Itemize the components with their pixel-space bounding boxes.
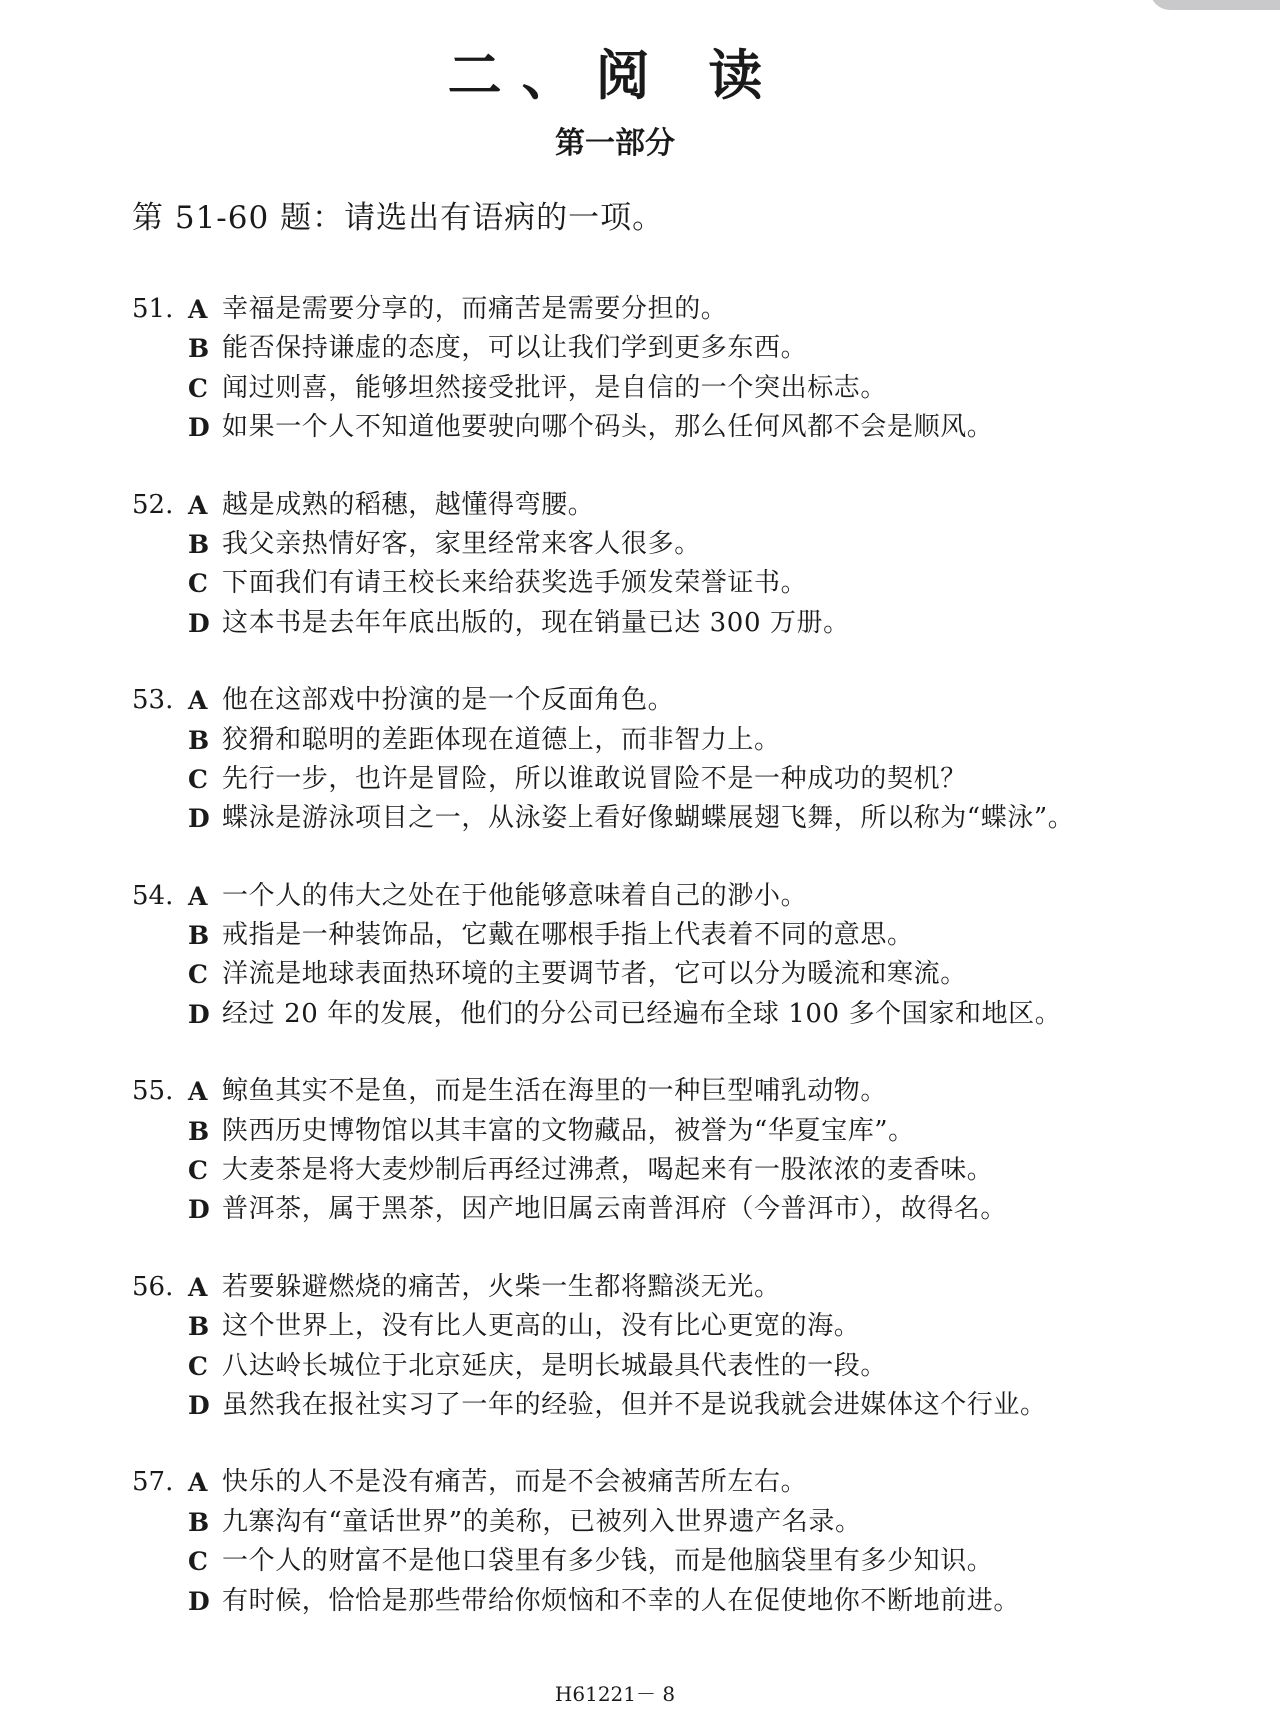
option-letter: C bbox=[188, 1156, 208, 1186]
option-text: 大麦茶是将大麦炒制后再经过沸煮，喝起来有一股浓浓的麦香味。 bbox=[222, 1155, 994, 1186]
question-number: 53. bbox=[132, 685, 174, 716]
question-57 bbox=[132, 1463, 1232, 1621]
question-option bbox=[132, 1268, 1232, 1307]
question-52 bbox=[132, 486, 1232, 644]
question-option bbox=[132, 877, 1232, 916]
option-text: 一个人的财富不是他口袋里有多少钱，而是他脑袋里有多少知识。 bbox=[222, 1546, 994, 1577]
question-option bbox=[132, 290, 1232, 329]
option-text: 陕西历史博物馆以其丰富的文物藏品，被誉为“华夏宝库”。 bbox=[222, 1115, 915, 1146]
question-option bbox=[132, 916, 1232, 955]
question-option bbox=[132, 486, 1232, 525]
question-option bbox=[132, 408, 1232, 447]
option-text: 这个世界上，没有比人更高的山，没有比心更宽的海。 bbox=[222, 1311, 861, 1342]
question-55 bbox=[132, 1072, 1232, 1230]
question-54 bbox=[132, 877, 1232, 1035]
option-text: 虽然我在报社实习了一年的经验，但并不是说我就会进媒体这个行业。 bbox=[222, 1389, 1047, 1420]
option-text: 下面我们有请王校长来给获奖选手颁发荣誉证书。 bbox=[222, 568, 808, 599]
option-letter: D bbox=[188, 804, 210, 834]
question-option bbox=[132, 1151, 1232, 1190]
option-text: 这本书是去年年底出版的，现在销量已达 300 万册。 bbox=[222, 607, 850, 638]
option-text: 狡猾和聪明的差距体现在道德上，而非智力上。 bbox=[222, 724, 781, 755]
option-letter: A bbox=[188, 490, 208, 520]
option-letter: C bbox=[188, 1351, 208, 1381]
question-option bbox=[132, 329, 1232, 368]
question-option bbox=[132, 1503, 1232, 1542]
question-number: 55. bbox=[132, 1076, 174, 1107]
option-text: 经过 20 年的发展，他们的分公司已经遍布全球 100 多个国家和地区。 bbox=[222, 998, 1062, 1029]
part-title: 第一部分 bbox=[555, 126, 675, 161]
option-text: 八达岭长城位于北京延庆，是明长城最具代表性的一段。 bbox=[222, 1350, 888, 1381]
option-text: 能否保持谦虚的态度，可以让我们学到更多东西。 bbox=[222, 333, 808, 364]
option-text: 如果一个人不知道他要驶向哪个码头，那么任何风都不会是顺风。 bbox=[222, 412, 994, 443]
page-footer: H61221－ 8 bbox=[554, 1682, 676, 1706]
section-title: 二、阅 读 bbox=[447, 43, 783, 107]
question-option bbox=[132, 995, 1232, 1034]
option-letter: D bbox=[188, 413, 210, 443]
question-option bbox=[132, 1112, 1232, 1151]
question-number: 51. bbox=[132, 294, 174, 324]
question-option bbox=[132, 564, 1232, 603]
corner-tab bbox=[1150, 0, 1280, 10]
option-letter: B bbox=[188, 725, 210, 755]
question-number: 54. bbox=[132, 880, 174, 911]
option-letter: A bbox=[188, 1468, 208, 1498]
option-letter: B bbox=[188, 1116, 210, 1146]
option-letter: B bbox=[188, 529, 210, 559]
option-letter: B bbox=[188, 334, 210, 364]
option-letter: D bbox=[188, 1195, 210, 1225]
question-56 bbox=[132, 1268, 1232, 1426]
instruction-text: 第 51-60 题：请选出有语病的一项。 bbox=[132, 200, 665, 236]
option-letter: B bbox=[188, 1507, 210, 1537]
question-list bbox=[132, 290, 1232, 1659]
option-text: 快乐的人不是没有痛苦，而是不会被痛苦所左右。 bbox=[222, 1467, 808, 1498]
option-text: 先行一步，也许是冒险，所以谁敢说冒险不是一种成功的契机？ bbox=[222, 763, 967, 794]
option-text: 九寨沟有“童话世界”的美称，已被列入世界遗产名录。 bbox=[222, 1506, 862, 1537]
question-51 bbox=[132, 290, 1232, 448]
question-option bbox=[132, 1347, 1232, 1386]
option-text: 他在这部戏中扮演的是一个反面角色。 bbox=[222, 685, 675, 716]
question-53 bbox=[132, 681, 1232, 839]
option-letter: C bbox=[188, 1547, 208, 1577]
question-option bbox=[132, 1542, 1232, 1581]
question-option bbox=[132, 1307, 1232, 1346]
question-option bbox=[132, 1582, 1232, 1621]
question-number: 52. bbox=[132, 489, 174, 520]
question-option bbox=[132, 721, 1232, 760]
question-option bbox=[132, 955, 1232, 994]
option-text: 一个人的伟大之处在于他能够意味着自己的渺小。 bbox=[222, 880, 808, 911]
question-option bbox=[132, 681, 1232, 720]
option-text: 洋流是地球表面热环境的主要调节者，它可以分为暖流和寒流。 bbox=[222, 959, 967, 990]
option-letter: A bbox=[188, 686, 208, 716]
option-text: 普洱茶，属于黑茶，因产地旧属云南普洱府（今普洱市），故得名。 bbox=[222, 1194, 1008, 1225]
option-letter: C bbox=[188, 569, 208, 599]
option-letter: C bbox=[188, 764, 208, 794]
option-letter: B bbox=[188, 1312, 210, 1342]
option-text: 我父亲热情好客，家里经常来客人很多。 bbox=[222, 528, 701, 559]
option-letter: A bbox=[188, 1272, 208, 1302]
option-letter: D bbox=[188, 608, 210, 638]
question-option bbox=[132, 1463, 1232, 1502]
option-letter: A bbox=[188, 881, 208, 911]
option-text: 有时候，恰恰是那些带给你烦恼和不幸的人在促使地你不断地前进。 bbox=[222, 1585, 1021, 1616]
question-option bbox=[132, 760, 1232, 799]
question-option bbox=[132, 1072, 1232, 1111]
option-letter: C bbox=[188, 373, 208, 403]
option-letter: B bbox=[188, 921, 210, 951]
option-letter: D bbox=[188, 1390, 210, 1420]
option-text: 若要躲避燃烧的痛苦，火柴一生都将黯淡无光。 bbox=[222, 1271, 781, 1302]
question-option bbox=[132, 604, 1232, 643]
option-text: 鲸鱼其实不是鱼，而是生活在海里的一种巨型哺乳动物。 bbox=[222, 1076, 888, 1107]
question-option bbox=[132, 525, 1232, 564]
option-text: 蝶泳是游泳项目之一，从泳姿上看好像蝴蝶展翅飞舞，所以称为“蝶泳”。 bbox=[222, 803, 1075, 834]
option-text: 越是成熟的稻穗，越懂得弯腰。 bbox=[222, 489, 595, 520]
option-text: 闻过则喜，能够坦然接受批评，是自信的一个突出标志。 bbox=[222, 372, 888, 403]
question-number: 56. bbox=[132, 1271, 174, 1302]
question-option bbox=[132, 799, 1232, 838]
question-option bbox=[132, 1386, 1232, 1425]
question-number: 57. bbox=[132, 1467, 174, 1498]
option-text: 戒指是一种装饰品，它戴在哪根手指上代表着不同的意思。 bbox=[222, 920, 914, 951]
question-option bbox=[132, 1190, 1232, 1229]
option-letter: D bbox=[188, 1586, 210, 1616]
option-letter: A bbox=[188, 1077, 208, 1107]
option-text: 幸福是需要分享的，而痛苦是需要分担的。 bbox=[222, 294, 728, 324]
question-option bbox=[132, 369, 1232, 408]
option-letter: A bbox=[188, 295, 208, 324]
option-letter: D bbox=[188, 999, 210, 1029]
option-letter: C bbox=[188, 960, 208, 990]
